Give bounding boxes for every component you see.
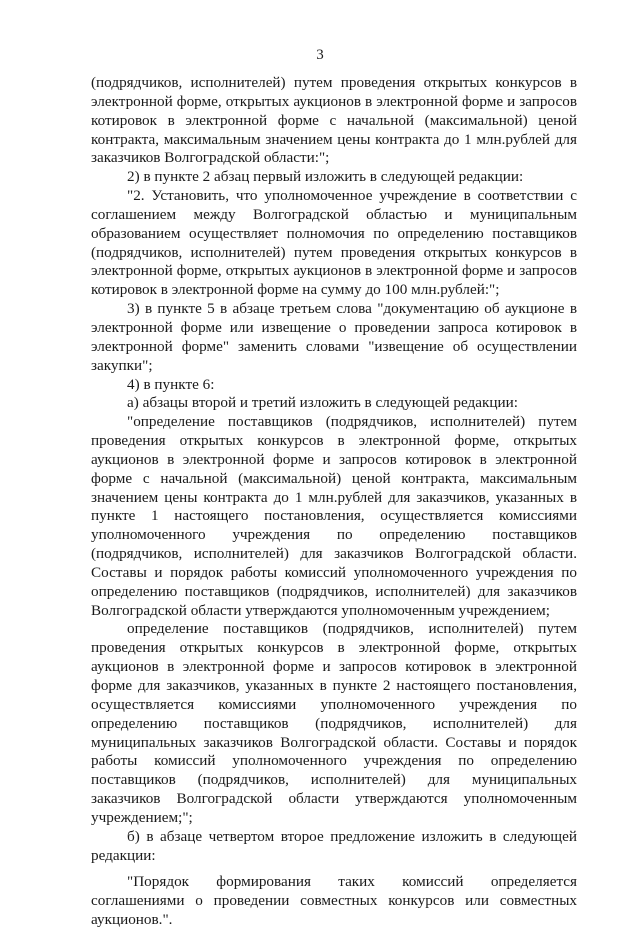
paragraph-item-4a-text-2: определение поставщиков (подрядчиков, исполнителей) путем проведения открытых конкурсов в электронной форме, открытых аукционов в электронной форме и запросов котировок в электронной форме для заказчиков, указанных в пункте 2 настоящего постановления, осуществляется комиссиями уполномоченного учреждения по определению поставщиков (подрядчиков, исполнителей) для муниципальных заказчиков Волгоградской области. Составы и порядок работы комиссий уполномоченного учреждения по определению поставщиков (подрядчиков, исполнителей) для муниципальных заказчиков Волгоградской области утверждаются уполномоченным учреждением;"; — [91, 620, 577, 826]
paragraph-item-4b-text: "Порядок формирования таких комиссий определяется соглашениями о проведении совместных конкурсов или совместных аукционов.". — [91, 873, 577, 929]
paragraph-item-4: 4) в пункте 6: — [127, 375, 215, 393]
document-body — [91, 74, 577, 930]
paragraph-item-4a-text-1: "определение поставщиков (подрядчиков, исполнителей) путем проведения открытых конкурсов в электронной форме, открытых аукционов в электронной форме и запросов котировок в электронной форме с начальной (максимальной) ценой контракта, максимальным значением цены контракта до 1 млн.рублей для заказчиков, указанных в пункте 1 настоящего постановления, осуществляется комиссиями уполномоченного учреждения по определению поставщиков (подрядчиков, исполнителей) для заказчиков Волгоградской области. Составы и порядок работы комиссий уполномоченного учреждения по определению поставщиков (подрядчиков, исполнителей) для заказчиков Волгоградской области утверждаются уполномоченным учреждением; — [91, 413, 577, 619]
paragraph-item-3: 3) в пункте 5 в абзаце третьем слова "документацию об аукционе в электронной форме или извещение о проведении запроса котировок в электронной форме" заменить словами "извещение об осуществлении закупки"; — [91, 300, 577, 374]
paragraph-continuation: (подрядчиков, исполнителей) путем проведения открытых конкурсов в электронной форме, открытых аукционов в электронной форме и запросов котировок в электронной форме с начальной (максимальной) ценой контракта, максимальным значением цены контракта до 1 млн.рублей для заказчиков Волгоградской области:"; — [91, 74, 577, 167]
paragraph-item-4a: а) абзацы второй и третий изложить в следующей редакции: — [127, 394, 518, 412]
paragraph-item-2: 2) в пункте 2 абзац первый изложить в следующей редакции: — [127, 168, 524, 186]
page-number: 3 — [316, 47, 324, 63]
paragraph-item-4b: б) в абзаце четвертом второе предложение изложить в следующей редакции: — [91, 827, 577, 864]
paragraph-item-2-text: "2. Установить, что уполномоченное учреждение в соответствии с соглашением между Волгоградской областью и муниципальным образованием осуществляет полномочия по определению поставщиков (подрядчиков, исполнителей) путем проведения открытых конкурсов в электронной форме, открытых аукционов в электронной форме и запросов котировок в электронной форме на сумму до 100 млн.рублей:"; — [91, 187, 577, 299]
